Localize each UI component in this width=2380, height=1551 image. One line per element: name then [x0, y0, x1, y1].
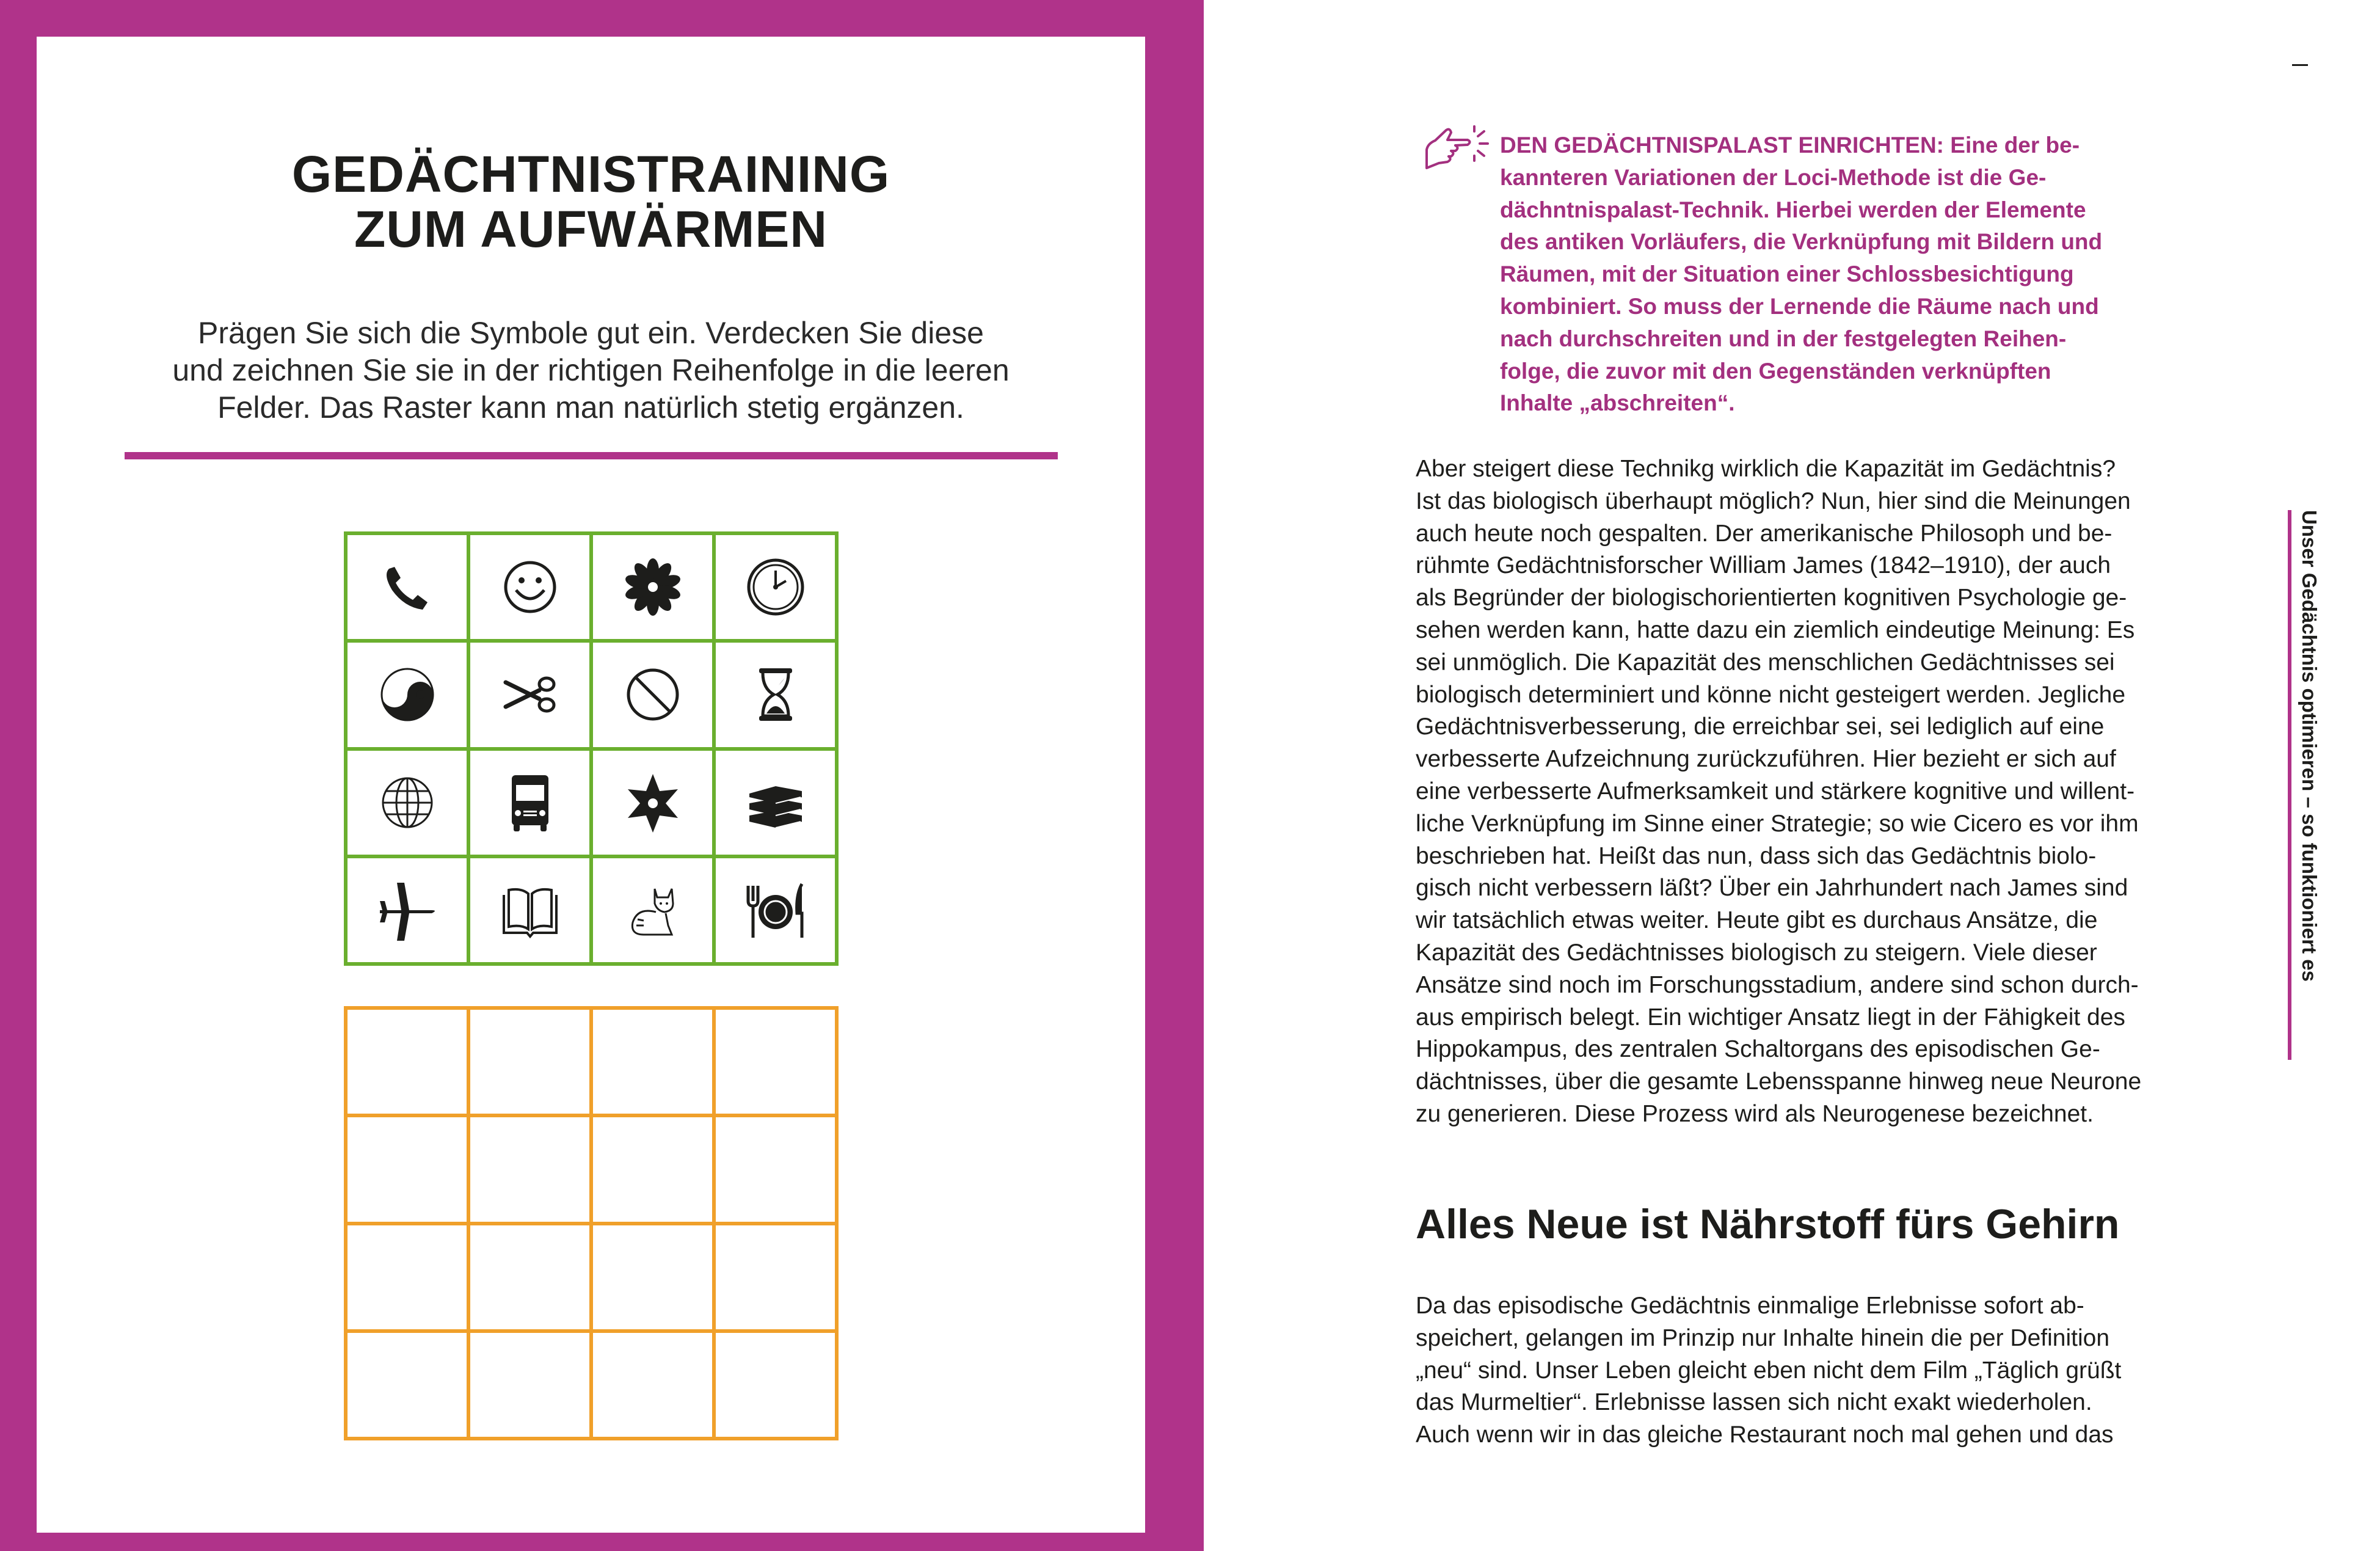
empty-answer-cell	[714, 1115, 837, 1223]
airplane-icon	[374, 877, 441, 944]
callout-line: Räumen, mit der Situation einer Schlossbesichtigung	[1500, 261, 2074, 287]
empty-answer-cell	[714, 1008, 837, 1115]
body-line: zu generieren. Diese Prozess wird als Neurogenese bezeichnet.	[1416, 1100, 2094, 1127]
body-line: Hippokampus, des zentralen Schaltorgans des episodischen Ge-	[1416, 1036, 2100, 1063]
body-line: gisch nicht verbessern läßt? Über ein Jahrhundert nach James sind	[1416, 875, 2128, 902]
body-line: als Begründer der biologischorientierten kognitiven Psychologie ge-	[1416, 585, 2127, 611]
left-page-panel	[37, 37, 1145, 1533]
symbol-cell	[468, 533, 591, 641]
body-line: wir tatsächlich etwas weiter. Heute gibt es durchaus Ansätze, die	[1416, 907, 2098, 934]
pointing-hand-icon	[1422, 125, 1489, 174]
symbol-cell	[346, 533, 468, 641]
prohibited-icon	[619, 661, 686, 728]
empty-answer-cell	[468, 1224, 591, 1331]
body-line: beschrieben hat. Heißt das nun, dass sich das Gedächtnis biolo-	[1416, 842, 2097, 869]
body-line: Kapazität des Gedächtnisses biologisch zu steigern. Viele dieser	[1416, 939, 2097, 966]
body-text	[1416, 453, 2141, 1131]
body-line: Ansätze sind noch im Forschungsstadium, andere sind schon durch-	[1416, 971, 2139, 998]
callout-line: nach durchschreiten und in der festgelegten Reihen-	[1500, 326, 2067, 351]
empty-answer-cell	[468, 1115, 591, 1223]
intro-line: Felder. Das Raster kann man natürlich stetig ergänzen.	[217, 390, 964, 425]
body-line: Auch wenn wir in das gleiche Restaurant noch mal gehen und das	[1416, 1421, 2114, 1448]
empty-answer-cell	[591, 1331, 714, 1439]
bus-icon	[497, 769, 564, 836]
plate-cutlery-icon	[742, 877, 809, 944]
symbol-cell	[468, 641, 591, 748]
empty-answer-grid	[344, 1006, 839, 1440]
symbol-cell	[714, 533, 837, 641]
symbol-cell	[591, 856, 714, 964]
title-line: GEDÄCHTNISTRAINING	[291, 145, 890, 203]
body-line: speichert, gelangen im Prinzip nur Inhalte hinein die per Definition	[1416, 1324, 2110, 1351]
callout-line: folge, die zuvor mit den Gegenständen verknüpften	[1500, 358, 2051, 384]
title-line: ZUM AUFWÄRMEN	[354, 200, 828, 258]
callout-line: DEN GEDÄCHTNISPALAST EINRICHTEN: Eine der be-	[1500, 133, 2080, 158]
body-line: eine verbesserte Aufmerksamkeit und stärkere kognitive und willent-	[1416, 778, 2135, 805]
cat-icon	[619, 877, 686, 944]
divider	[125, 452, 1058, 459]
body-line: dächtnisses, über die gesamte Lebensspanne hinweg neue Neurone	[1416, 1068, 2142, 1095]
callout-line: Inhalte „abschreiten“.	[1500, 390, 1735, 416]
empty-answer-cell	[346, 1224, 468, 1331]
body-line: Aber steigert diese Technikg wirklich die Kapazität im Gedächtnis?	[1416, 456, 2116, 482]
globe-icon	[374, 769, 441, 836]
intro-text	[37, 315, 1145, 426]
hourglass-icon	[742, 661, 809, 728]
body-text-continued	[1416, 1290, 2121, 1451]
symbol-cell	[714, 749, 837, 856]
empty-answer-cell	[346, 1331, 468, 1439]
symbol-cell	[468, 856, 591, 964]
symbol-cell	[346, 749, 468, 856]
smiley-icon	[497, 553, 564, 621]
open-book-icon	[497, 877, 564, 944]
body-line: Ist das biologisch überhaupt möglich? Nun, hier sind die Meinungen	[1416, 487, 2131, 514]
symbol-cell	[714, 641, 837, 748]
scissors-icon	[497, 661, 564, 728]
symbol-cell	[714, 856, 837, 964]
symbol-cell	[346, 856, 468, 964]
callout-line: kombiniert. So muss der Lernende die Räume nach und	[1500, 293, 2099, 319]
symbol-grid	[344, 531, 839, 966]
empty-answer-cell	[468, 1331, 591, 1439]
empty-answer-cell	[346, 1008, 468, 1115]
callout-text	[1500, 130, 2102, 420]
body-line: sehen werden kann, hatte dazu ein ziemlich eindeutige Meinung: Es	[1416, 616, 2135, 643]
side-tab-line	[2288, 510, 2291, 1060]
callout-line: dächntnispalast-Technik. Hierbei werden der Elemente	[1500, 197, 2086, 222]
empty-answer-cell	[714, 1224, 837, 1331]
body-line: biologisch determiniert und könne nicht gesteigert werden. Jegliche	[1416, 681, 2126, 708]
empty-answer-cell	[346, 1115, 468, 1223]
intro-line: und zeichnen Sie sie in der richtigen Reihenfolge in die leeren	[172, 353, 1010, 387]
body-line: auch heute noch gespalten. Der amerikanische Philosoph und be-	[1416, 520, 2113, 547]
star-icon	[619, 769, 686, 836]
body-line: Da das episodische Gedächtnis einmalige Erlebnisse sofort ab-	[1416, 1293, 2084, 1319]
symbol-cell	[346, 641, 468, 748]
phone-icon	[374, 553, 441, 621]
empty-answer-cell	[591, 1115, 714, 1223]
callout-line: kannteren Variationen der Loci-Methode ist die Ge-	[1500, 164, 2047, 190]
body-line: Gedächtnisverbesserung, die erreichbar sei, sei lediglich auf eine	[1416, 713, 2105, 740]
empty-answer-cell	[468, 1008, 591, 1115]
empty-answer-cell	[714, 1331, 837, 1439]
body-line: sei unmöglich. Die Kapazität des menschlichen Gedächtnisses sei	[1416, 649, 2115, 676]
books-icon	[742, 769, 809, 836]
chapter-title: Unser Gedächtnis optimieren – so funktioniert es	[2298, 510, 2321, 982]
body-line: verbesserte Aufzeichnung zurückzuführen. Hier bezieht er sich auf	[1416, 746, 2116, 773]
body-line: liche Verknüpfung im Sinne einer Strategie; so wie Cicero es vor ihm	[1416, 810, 2139, 837]
symbol-cell	[591, 533, 714, 641]
callout-line: des antiken Vorläufers, die Verknüpfung mit Bildern und	[1500, 229, 2103, 255]
page-title	[37, 147, 1145, 257]
body-line: aus empirisch belegt. Ein wichtiger Ansatz liegt in der Fähigkeit des	[1416, 1004, 2125, 1031]
body-line: das Murmeltier“. Erlebnisse lassen sich nicht exakt wiederholen.	[1416, 1389, 2092, 1416]
section-heading: Alles Neue ist Nährstoff fürs Gehirn	[1416, 1201, 2120, 1247]
body-line: rühmte Gedächtnisforscher William James (1842–1910), der auch	[1416, 552, 2111, 579]
symbol-cell	[468, 749, 591, 856]
clock-icon	[742, 553, 809, 621]
empty-answer-cell	[591, 1008, 714, 1115]
empty-answer-cell	[591, 1224, 714, 1331]
yin-yang-icon	[374, 661, 441, 728]
page-marker	[2292, 64, 2308, 66]
chapter-side-tab	[2284, 510, 2321, 1060]
body-line: „neu“ sind. Unser Leben gleicht eben nicht dem Film „Täglich grüßt	[1416, 1357, 2122, 1384]
flower-icon	[619, 553, 686, 621]
intro-line: Prägen Sie sich die Symbole gut ein. Verdecken Sie diese	[198, 316, 984, 350]
symbol-cell	[591, 749, 714, 856]
symbol-cell	[591, 641, 714, 748]
